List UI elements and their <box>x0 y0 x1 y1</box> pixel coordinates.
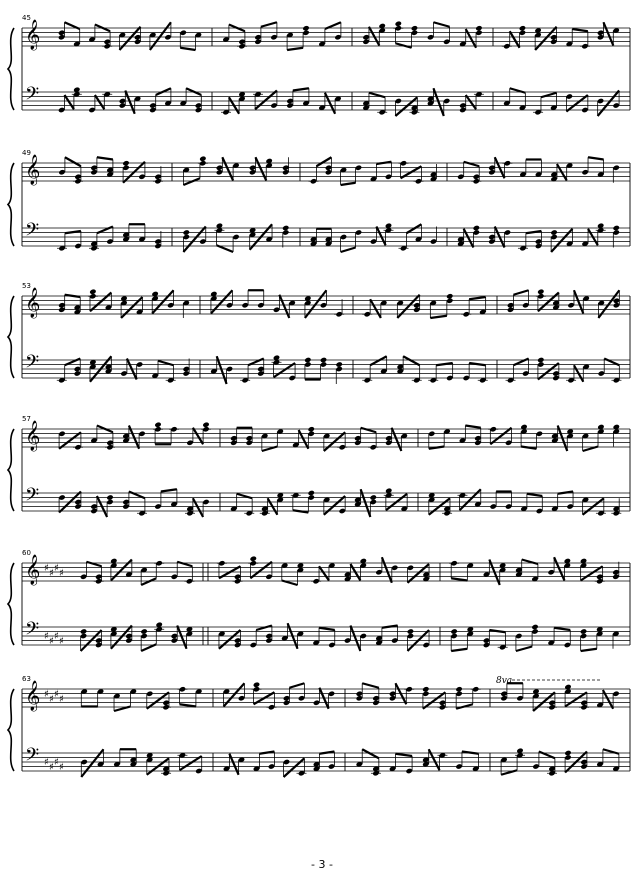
bass-clef-icon: 𝄢 <box>25 220 40 245</box>
system-1 <box>8 14 630 116</box>
system-3 <box>8 282 630 384</box>
note-head <box>122 160 129 166</box>
treble-notes <box>58 289 190 318</box>
note-head <box>455 686 462 692</box>
beam <box>325 93 335 114</box>
beam <box>464 229 474 248</box>
sharp-icon: ♯ <box>59 694 64 705</box>
beam <box>293 510 309 512</box>
measure-number: 53 <box>22 282 31 290</box>
beam <box>451 578 467 580</box>
beam <box>287 48 303 50</box>
measure-number: 57 <box>22 415 31 423</box>
beam <box>256 626 272 631</box>
note-head <box>446 293 453 299</box>
beam <box>183 178 200 185</box>
beam <box>95 95 104 109</box>
brace <box>8 296 14 378</box>
sharp-icon: ♯ <box>44 563 49 574</box>
beam <box>180 704 196 706</box>
sharp-icon: ♯ <box>59 636 64 647</box>
note-head <box>89 289 96 295</box>
treble-clef-icon: 𝄞 <box>25 155 41 185</box>
note-head <box>183 229 190 235</box>
note-head <box>422 686 429 692</box>
bass-clef-icon: 𝄢 <box>25 745 40 770</box>
ottava-mark: 8va <box>496 676 513 686</box>
beam <box>141 578 156 585</box>
treble-clef-icon: 𝄞 <box>25 20 41 50</box>
beam <box>406 224 421 233</box>
beam <box>65 157 81 166</box>
beam <box>65 295 81 297</box>
beam <box>510 31 520 48</box>
beam <box>255 157 266 180</box>
note-head <box>154 422 161 428</box>
beam <box>180 756 202 770</box>
note-head <box>253 682 260 688</box>
sharp-icon: ♯ <box>49 636 54 647</box>
treble-notes <box>58 422 211 451</box>
beam <box>361 428 377 433</box>
treble-notes <box>58 157 163 184</box>
note-head <box>613 225 620 231</box>
beam <box>403 356 420 365</box>
beam <box>97 157 113 159</box>
beam <box>299 430 309 449</box>
measure-number: 49 <box>22 149 31 157</box>
bass-notes <box>362 88 484 116</box>
beam <box>489 630 505 632</box>
sharp-icon: ♯ <box>54 757 59 768</box>
bass-clef-icon: 𝄢 <box>25 352 40 377</box>
note-head <box>320 357 327 363</box>
beam <box>193 428 203 445</box>
beam <box>436 363 453 365</box>
bass-notes <box>223 752 335 778</box>
beam <box>460 489 481 510</box>
note-head <box>106 494 113 500</box>
sharp-icon: ♯ <box>59 568 64 579</box>
beam <box>319 752 334 754</box>
bass-notes <box>450 624 619 651</box>
beam <box>186 88 201 95</box>
note-head <box>282 225 289 231</box>
beam <box>180 48 195 50</box>
treble-notes <box>223 682 335 711</box>
bass-clef-icon: 𝄢 <box>25 485 40 510</box>
brace <box>8 28 14 110</box>
beam <box>362 683 379 688</box>
note-head <box>250 556 257 562</box>
sharp-icon: ♯ <box>44 631 49 642</box>
beam <box>259 752 274 754</box>
beam <box>395 43 411 48</box>
beam <box>86 562 101 567</box>
treble-notes <box>362 21 482 48</box>
measure-number: 45 <box>22 14 31 22</box>
beam <box>469 363 486 365</box>
beam <box>554 628 570 630</box>
beam <box>465 426 480 428</box>
sharp-icon: ♯ <box>49 762 54 773</box>
beam <box>319 628 335 630</box>
bass-clef-icon: 𝄢 <box>25 619 40 644</box>
beam <box>464 162 480 167</box>
treble-clef-icon: 𝄞 <box>25 555 41 585</box>
beam <box>224 683 245 706</box>
beam <box>362 749 379 758</box>
beam <box>161 489 177 491</box>
note-head <box>564 750 571 756</box>
beam <box>369 27 379 46</box>
beam <box>456 704 473 709</box>
beam <box>156 88 171 95</box>
note-head <box>140 628 147 634</box>
bass-notes <box>218 623 430 651</box>
treble-notes <box>356 683 481 710</box>
beam <box>370 356 387 365</box>
note-head <box>450 628 457 634</box>
beam <box>527 494 542 496</box>
bass-notes <box>80 749 202 777</box>
treble-clef-icon: 𝄞 <box>25 288 41 318</box>
note-head <box>537 357 544 363</box>
bass-clef-icon: 𝄢 <box>25 84 40 109</box>
treble-notes <box>217 556 430 585</box>
beam <box>466 29 476 48</box>
system-4 <box>8 415 630 517</box>
brace <box>8 689 14 771</box>
beam <box>395 754 412 756</box>
beam <box>433 88 443 116</box>
beam <box>513 290 528 295</box>
beam <box>376 162 391 164</box>
note-head <box>531 624 538 630</box>
note-head <box>580 628 587 634</box>
page-number: - 3 - <box>311 858 333 871</box>
key-signature <box>44 563 64 647</box>
note-head <box>199 156 206 162</box>
beam <box>392 428 402 451</box>
beam <box>554 557 564 580</box>
beam <box>229 754 238 775</box>
beam <box>603 690 613 709</box>
beam <box>350 626 360 652</box>
treble-clef-icon: 𝄞 <box>25 681 41 711</box>
beam <box>316 157 331 166</box>
beam <box>451 649 467 651</box>
beam <box>466 95 476 109</box>
beam <box>574 290 583 313</box>
beam <box>177 562 192 567</box>
system-2 <box>8 149 630 252</box>
bass-notes <box>58 489 209 517</box>
note-head <box>304 357 311 363</box>
sharp-icon: ♯ <box>54 689 59 700</box>
sharp-icon: ♯ <box>54 563 59 574</box>
beam <box>65 231 81 233</box>
treble-notes <box>457 157 620 184</box>
note-head <box>473 225 480 231</box>
beam <box>217 356 227 384</box>
beam <box>341 183 356 185</box>
bass-notes <box>506 357 622 384</box>
beam <box>222 157 233 180</box>
beam <box>289 683 304 688</box>
beam <box>433 22 449 27</box>
treble-clef-icon: 𝄞 <box>25 421 41 451</box>
sharp-icon: ♯ <box>44 757 49 768</box>
treble-notes <box>183 156 290 185</box>
beam <box>274 363 295 377</box>
beam <box>193 498 203 517</box>
beam <box>293 88 309 90</box>
beam <box>572 29 588 31</box>
treble-notes <box>507 289 620 318</box>
beam <box>430 316 447 318</box>
brace <box>8 563 14 645</box>
beam <box>382 557 392 583</box>
beam <box>279 295 289 318</box>
note-head <box>519 25 526 31</box>
note-head <box>395 21 402 27</box>
beam <box>558 492 573 494</box>
beam <box>376 227 385 246</box>
sharp-icon: ♯ <box>54 631 59 642</box>
key-signature <box>44 689 64 773</box>
sharp-icon: ♯ <box>59 762 64 773</box>
measure-number: 63 <box>22 675 31 683</box>
note-head <box>302 25 309 31</box>
beam <box>603 22 613 45</box>
beam <box>581 649 597 651</box>
note-head <box>308 490 315 496</box>
beam <box>261 22 277 27</box>
note-head <box>475 25 482 31</box>
note-head <box>411 25 418 31</box>
beam <box>319 566 329 580</box>
sharp-icon: ♯ <box>49 568 54 579</box>
brace <box>8 163 14 246</box>
beam <box>516 647 532 652</box>
sharp-icon: ♯ <box>44 689 49 700</box>
note-head <box>537 289 544 295</box>
beam <box>588 157 604 159</box>
brace <box>8 429 14 511</box>
note-head <box>550 229 557 235</box>
beam <box>341 248 356 253</box>
beam <box>469 297 486 299</box>
beam <box>370 299 381 318</box>
bass-notes <box>503 88 620 116</box>
note-head <box>335 361 342 367</box>
bass-staff <box>22 360 630 378</box>
system-5 <box>8 549 630 651</box>
beam <box>526 231 542 233</box>
system-6 <box>8 675 630 777</box>
beam <box>462 752 479 754</box>
sharp-icon: ♯ <box>49 694 54 705</box>
measure-number: 60 <box>22 549 31 557</box>
beam <box>429 749 440 770</box>
beam <box>382 626 398 628</box>
note-head <box>80 628 87 634</box>
beam <box>361 489 371 517</box>
note-head <box>202 422 209 428</box>
note-head <box>308 426 315 432</box>
note-head <box>370 494 377 500</box>
note-head <box>407 628 414 634</box>
beam <box>65 95 74 109</box>
